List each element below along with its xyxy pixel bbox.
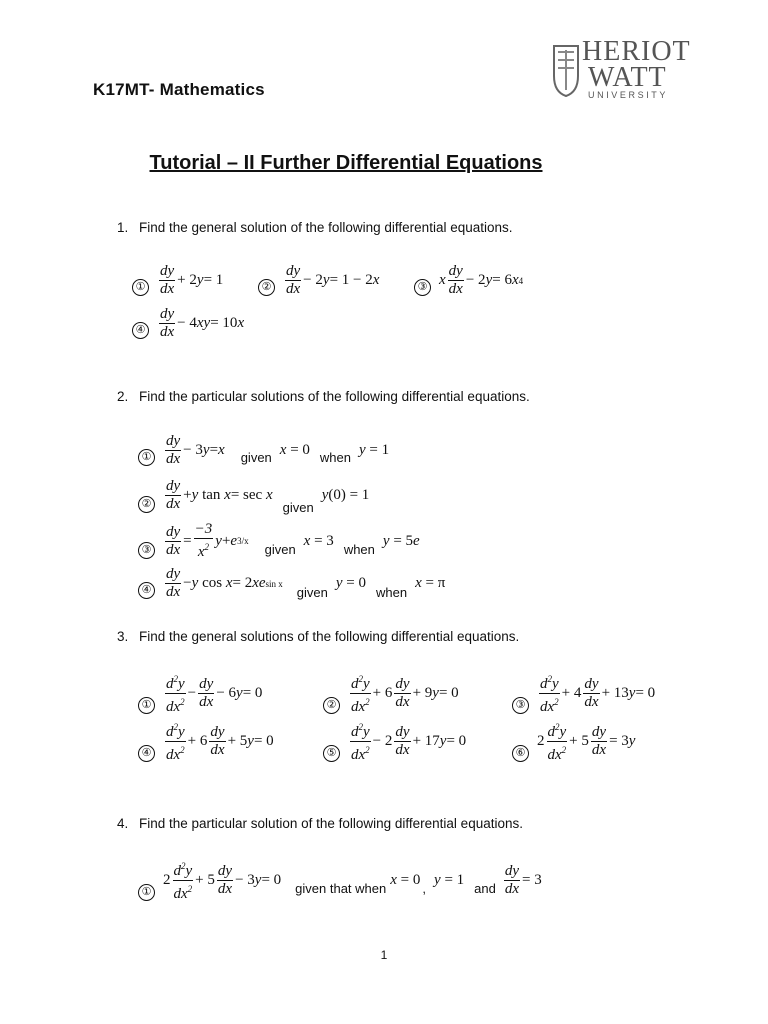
university-logo: [552, 36, 691, 102]
equation-1-3: ③ x $\frac{dy}{dx}$ − 2 y = 6 x 4: [414, 263, 523, 298]
question-text: Find the particular solutions of the following differential equations.: [139, 389, 530, 404]
circled-number: ④: [138, 582, 155, 599]
page-title: Tutorial – II Further Differential Equations: [149, 152, 543, 174]
circled-number: ③: [138, 542, 155, 559]
equation-3-5: ⑤ $\frac{d^2y}{dx^2}$ − 2 $\frac{dy}{dx}$ + 17 y = 0: [323, 719, 466, 764]
circled-number: ①: [138, 449, 155, 466]
circled-number: ①: [138, 884, 155, 901]
given-label: given: [264, 541, 296, 557]
when-label: when: [319, 450, 351, 465]
circled-number: ⑥: [512, 745, 529, 762]
equation-1-2: ② $\frac{dy}{dx}$ − 2 y = 1 − 2 x: [258, 263, 379, 298]
equation-3-4: ④ $\frac{d^2y}{dx^2}$ + 6 $\frac{dy}{dx}$ + 5 y = 0: [138, 719, 274, 764]
question-2-heading: [117, 389, 530, 404]
circled-number: ③: [512, 697, 529, 714]
circled-number: ④: [138, 745, 155, 762]
equation-3-3: ③ $\frac{d^2y}{dx^2}$ + 4 $\frac{dy}{dx}$ + 13 y = 0: [512, 671, 655, 716]
equation-3-2: ② $\frac{d^2y}{dx^2}$ + 6 $\frac{dy}{dx}$ + 9 y = 0: [323, 671, 459, 716]
question-4-heading: [117, 816, 523, 831]
circled-number: ⑤: [323, 745, 340, 762]
equation-4-1: ① 2 $\frac{d^2y}{dx^2}$ + 5 $\frac{dy}{dx}$ − 3 y = 0 given that when x = 0 , y = 1 and $\frac{dy}{dx}$ = 3: [138, 858, 542, 903]
given-label: given: [282, 500, 314, 515]
question-number: 2.: [117, 389, 129, 404]
given-label: given: [296, 585, 328, 600]
logo-text-watt: WATT: [588, 62, 667, 93]
question-1-heading: [117, 220, 513, 235]
question-text: Find the general solution of the following differential equations.: [139, 220, 513, 235]
question-text: Find the particular solution of the following differential equations.: [139, 816, 523, 831]
equation-1-1: ① $\frac{dy}{dx}$ + 2 y = 1: [132, 263, 223, 298]
and-label: and: [474, 881, 496, 896]
circled-number: ①: [132, 279, 149, 296]
when-label: when: [376, 585, 408, 600]
given-label: given: [240, 450, 272, 465]
crest-icon: [552, 42, 580, 98]
question-text: Find the general solutions of the following differential equations.: [139, 629, 520, 644]
circled-number: ②: [258, 279, 275, 296]
when-label: when: [343, 541, 375, 557]
equation-2-2: ② $\frac{dy}{dx}$ + y tan x = sec x given y (0) = 1: [138, 476, 369, 515]
page-number: 1: [380, 948, 388, 962]
logo-text-heriot: HERIOT: [582, 36, 691, 67]
question-number: 1.: [117, 220, 129, 235]
question-number: 3.: [117, 629, 129, 644]
equation-2-3: ③ $\frac{dy}{dx}$ = $\frac{-3}{x^2}$ y + e 3/x given x = 3 when y = 5 e: [138, 521, 420, 561]
circled-number: ③: [414, 279, 431, 296]
circled-number: ④: [132, 322, 149, 339]
equation-3-1: ① $\frac{d^2y}{dx^2}$ − $\frac{dy}{dx}$ − 6 y = 0: [138, 671, 262, 716]
circled-number: ②: [323, 697, 340, 714]
equation-2-4: ④ $\frac{dy}{dx}$ − y cos x = 2 xe sin x given y = 0 when x = π: [138, 566, 445, 601]
question-number: 4.: [117, 816, 129, 831]
equation-3-6: ⑥ 2 $\frac{d^2y}{dx^2}$ + 5 $\frac{dy}{dx}$ = 3 y: [512, 719, 635, 764]
circled-number: ②: [138, 496, 155, 513]
given-that-when-label: given that when: [295, 881, 387, 896]
equation-1-4: ④ $\frac{dy}{dx}$ − 4 xy = 10 x: [132, 306, 244, 341]
course-title: K17MT- Mathematics: [93, 80, 265, 99]
equation-2-1: ① $\frac{dy}{dx}$ − 3 y = x given x = 0 when y = 1: [138, 433, 389, 468]
circled-number: ①: [138, 697, 155, 714]
question-3-heading: [117, 629, 519, 644]
logo-text-university: UNIVERSITY: [588, 90, 669, 100]
comma-label: ,: [422, 881, 427, 896]
